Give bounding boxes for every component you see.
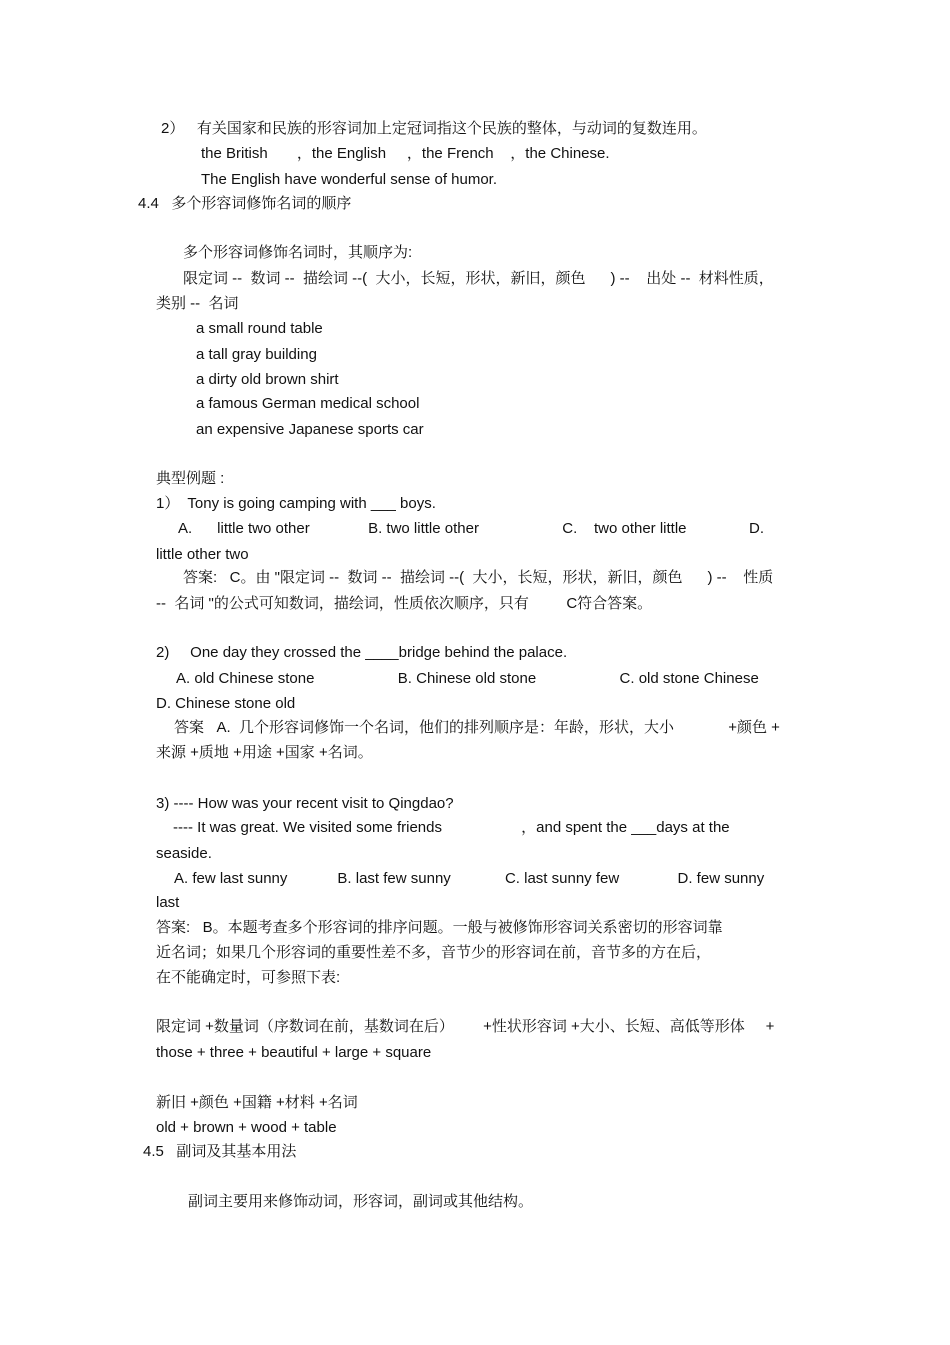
section-4-5-heading: 4.5 副词及其基本用法 — [143, 1143, 297, 1160]
question-2: 2) One day they crossed the ____bridge behind the palace. — [156, 644, 568, 661]
question-3: 3) ---- How was your recent visit to Qingdao? — [156, 795, 454, 812]
question-1-options: A. little two other B. two little other C. two other little D. — [178, 520, 765, 537]
order-table-row-1: 限定词 +数量词（序数词在前，基数词在后） +性状形容词 +大小、长短、高低等形体 + — [156, 1018, 775, 1035]
question-3-reply: ---- It was great. We visited some friends ，and spent the ___days at the — [173, 819, 730, 836]
answer-2-cont: 来源 +质地 +用途 +国家 +名词。 — [156, 744, 373, 761]
question-2-options-cont: D. Chinese stone old — [156, 695, 296, 712]
question-3-options-cont: last — [156, 894, 180, 911]
order-table-example-2: old + brown + wood + table — [156, 1119, 337, 1136]
example-phrase: an expensive Japanese sports car — [196, 421, 424, 438]
point-2-heading: 2） 有关国家和民族的形容词加上定冠词指这个民族的整体，与动词的复数连用。 — [161, 120, 707, 137]
order-table-example-1: those + three + beautiful + large + square — [156, 1044, 432, 1061]
question-1-options-cont: little other two — [156, 546, 249, 563]
answer-2: 答案 A. 几个形容词修饰一个名词，他们的排列顺序是：年龄，形状，大小 +颜色 + — [174, 719, 780, 736]
question-3-options: A. few last sunny B. last few sunny C. last sunny few D. few sunny — [174, 870, 765, 887]
question-3-reply-cont: seaside. — [156, 845, 212, 862]
typical-examples-heading: 典型例题 : — [156, 470, 225, 487]
question-1: 1） Tony is going camping with ___ boys. — [156, 495, 436, 512]
example-phrase: a tall gray building — [196, 346, 317, 363]
order-rule: 限定词 -- 数词 -- 描绘词 --( 大小，长短，形状，新旧，颜色 ) -- 出处 -- 材料性质， — [183, 270, 774, 287]
order-rule-cont: 类别 -- 名词 — [156, 295, 239, 312]
example-phrase: a famous German medical school — [196, 395, 420, 412]
question-2-options: A. old Chinese stone B. Chinese old stone C. old stone Chinese — [176, 670, 759, 687]
answer-3-cont: 在不能确定时，可参照下表: — [156, 969, 341, 986]
example-phrase: a dirty old brown shirt — [196, 371, 339, 388]
order-table-row-2: 新旧 +颜色 +国籍 +材料 +名词 — [156, 1094, 358, 1111]
example-sentence: The English have wonderful sense of humor. — [201, 171, 498, 188]
answer-3-cont: 近名词；如果几个形容词的重要性差不多，音节少的形容词在前，音节多的方在后， — [156, 944, 712, 961]
order-intro: 多个形容词修饰名词时，其顺序为: — [183, 244, 413, 261]
answer-3: 答案: B。本题考查多个形容词的排序问题。一般与被修饰形容词关系密切的形容词靠 — [156, 919, 723, 936]
example-phrase: a small round table — [196, 320, 323, 337]
adverb-intro: 副词主要用来修饰动词，形容词，副词或其他结构。 — [188, 1193, 534, 1210]
answer-1: 答案: C。由 "限定词 -- 数词 -- 描绘词 --( 大小，长短，形状，新旧，颜色 ) -- 性质 — [183, 569, 774, 586]
answer-1-cont: -- 名词 "的公式可知数词，描绘词，性质依次顺序，只有 C符合答案。 — [156, 595, 653, 612]
section-4-4-heading: 4.4 多个形容词修饰名词的顺序 — [138, 195, 352, 212]
nation-examples: the British ，the English ，the French ，the Chinese. — [201, 145, 610, 162]
